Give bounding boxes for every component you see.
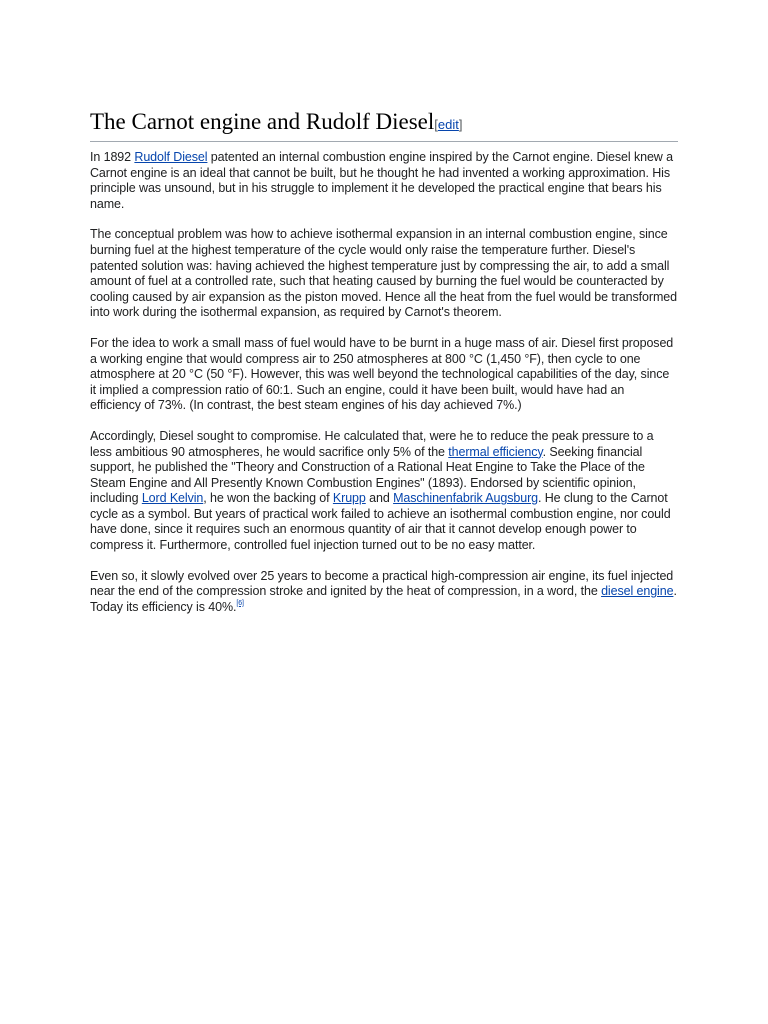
text: . Seeking financial support, he published the "Theory and Construction of a Rational Heat Engine to Take the Place of the Steam Engine and All Presently Known Combustion Engines" (1893). Endorsed by scientific opinion, including [90,444,645,506]
edit-link[interactable]: edit [437,117,459,132]
paragraph-4 [90,429,678,554]
edit-bracket-open: [ [434,117,438,132]
text: and [365,491,394,506]
link-rudolf-diesel[interactable]: Rudolf Diesel [134,150,208,164]
text: , he won the backing of [203,491,333,506]
link-maschinenfabrik-augsburg[interactable]: Maschinenfabrik Augsburg [393,491,538,506]
section-title: The Carnot engine and Rudolf Diesel [90,109,435,134]
link-diesel-engine[interactable]: diesel engine [601,584,674,599]
edit-section [434,117,462,132]
link-lord-kelvin[interactable]: Lord Kelvin [141,491,204,506]
text: The conceptual problem was how to achieve isothermal expansion in an internal combustion engine, since burning fuel at the highest temperature of the cycle would only raise the temperature further. Diesel's patented solution was: having achieved the highest temperature just by compressing the air, to add a small amount of fuel at a controlled rate, such that heating caused by burning the fuel would be counteracted by cooling caused by air expansion as the piston moved. Hence all the heat from the fuel would be transformed into work during the isothermal expansion, as required by Carnot's theorem. [90,227,677,320]
text: Accordingly, Diesel sought to compromise. He calculated that, were he to reduce the peak pressure to a less ambitious 90 atmospheres, he would sacrifice only 5% of the [90,428,654,459]
text: In 1892 [90,150,135,164]
link-thermal-efficiency[interactable]: thermal efficiency [448,444,543,459]
article-section [90,108,678,630]
text: . He clung to the Carnot cycle as a symbol. But years of practical work failed to achieve an isothermal combustion engine, nor could have done, since it requires such an enormous quantity of air that it cannot develop enough power to compress it. Furthermore, controlled fuel injection turned out to be no easy matter. [90,491,671,553]
text: For the idea to work a small mass of fuel would have to be burnt in a huge mass of air. Diesel first proposed a working engine that would compress air to 250 atmospheres at 800 °C (1,450 °F), then cycle to one atmosphere at 20 °C (50 °F). However, this was well beyond the technological capabilities of the day, since it implied a compression ratio of 60:1. Such an engine, could it have been built, would have had an efficiency of 73%. (In contrast, the best steam engines of his day achieved 7%.) [90,335,674,413]
paragraph-5 [90,569,678,616]
text: . Today its efficiency is 40%. [90,584,677,614]
paragraph-2 [90,227,678,321]
citation-ref [236,600,243,607]
paragraph-1 [90,150,678,212]
link-krupp[interactable]: Krupp [332,491,366,506]
section-heading [90,108,678,142]
paragraph-3 [90,336,678,414]
text: Even so, it slowly evolved over 25 years to become a practical high-compression air engine, its fuel injected near the end of the compression stroke and ignited by the heat of compression, in a word, the [90,568,674,599]
text: patented an internal combustion engine inspired by the Carnot engine. Diesel knew a Carnot engine is an ideal that cannot be built, but he thought he had invented a working approximation. His principle was unsound, but in his struggle to implement it he developed the practical engine that bears his name. [90,150,673,211]
edit-bracket-close: ] [458,117,463,132]
citation-link[interactable]: [6] [236,599,244,607]
